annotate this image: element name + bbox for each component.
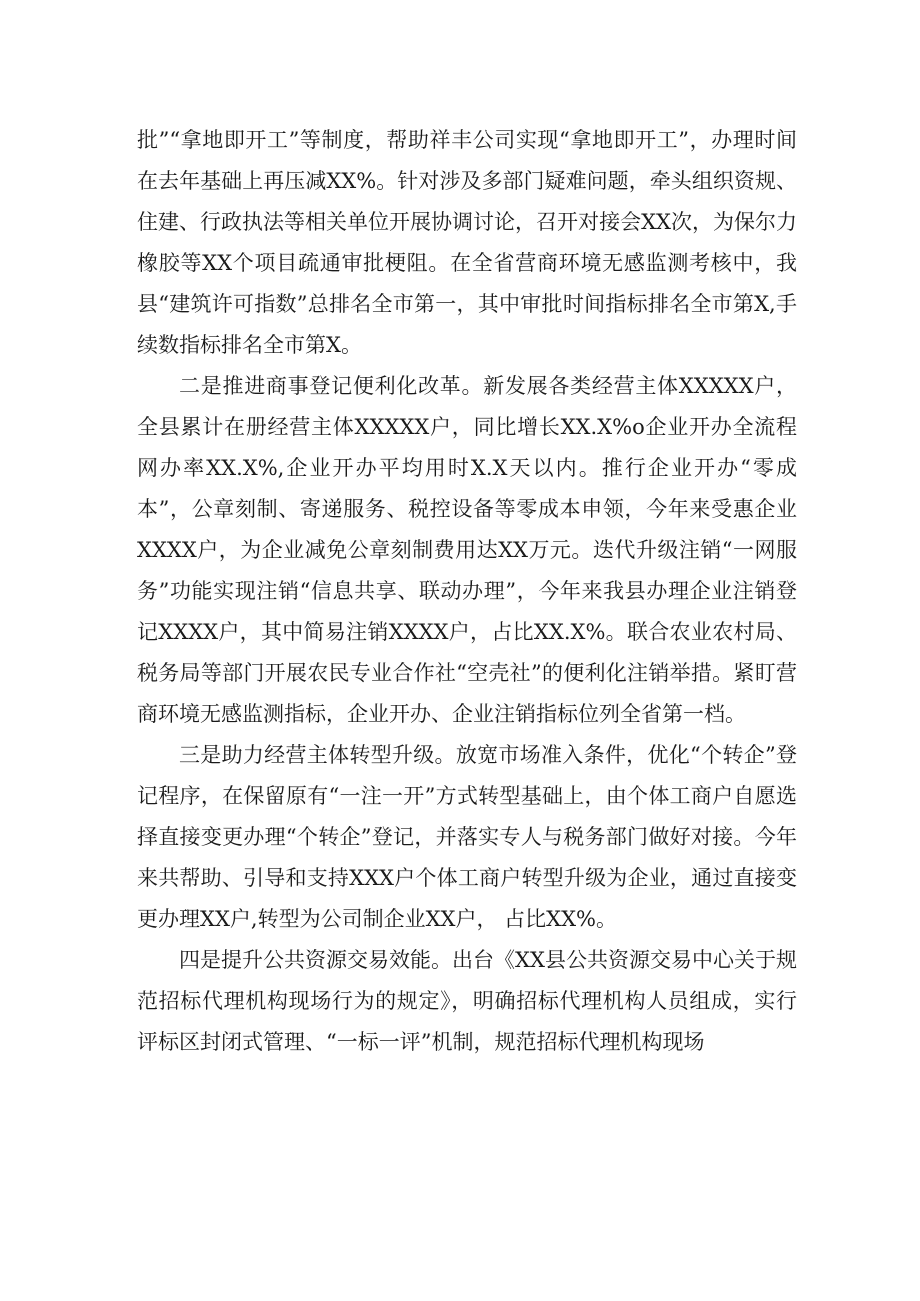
document-body [137,120,797,1063]
paragraph-transformation: 三是助力经营主体转型升级。放宽市场准入条件，优化“个转企”登记程序，在保留原有“一注一开”方式转型基础上，由个体工商户自愿选择直接变更办理“个转企”登记，并落实专人与税务部门做好对接。今年来共帮助、引导和支持XXX户个体工商户转型升级为企业，通过直接变更办理XX户,转型为公司制企业XX户， 占比XX%。 [137,743,797,931]
paragraph-public-resources: 四是提升公共资源交易效能。出台《XX县公共资源交易中心关于规范招标代理机构现场行为的规定》，明确招标代理机构人员组成，实行评标区封闭式管理、“一标一评”机制，规范招标代理机构现场 [137,948,797,1054]
paragraph-continuation: 批”“拿地即开工”等制度，帮助祥丰公司实现“拿地即开工”，办理时间在去年基础上再压减XX%。针对涉及多部门疑难问题，牵头组织资规、住建、行政执法等相关单位开展协调讨论，召开对接会XX次，为保尔力橡胶等XX个项目疏通审批梗阻。在全省营商环境无感监测考核中，我县“建筑许可指数”总排名全市第一，其中审批时间指标排名全市第X,手续数指标排名全市第X。 [137,128,797,357]
paragraph-business-registration: 二是推进商事登记便利化改革。新发展各类经营主体XXXXX户，全县累计在册经营主体XXXXX户，同比增长XX.X%o企业开办全流程网办率XX.X%,企业开办平均用时X.X天以内。推行企业开办“零成本”，公章刻制、寄递服务、税控设备等零成本申领，今年来受惠企业XXXX户，为企业减免公章刻制费用达XX万元。迭代升级注销“一网服务”功能实现注销“信息共享、联动办理”，今年来我县办理企业注销登记XXXX户，其中简易注销XXXX户，占比XX.X%。联合农业农村局、税务局等部门开展农民专业合作社“空壳社”的便利化注销举措。紧盯营商环境无感监测指标，企业开办、企业注销指标位列全省第一档。 [137,374,797,726]
